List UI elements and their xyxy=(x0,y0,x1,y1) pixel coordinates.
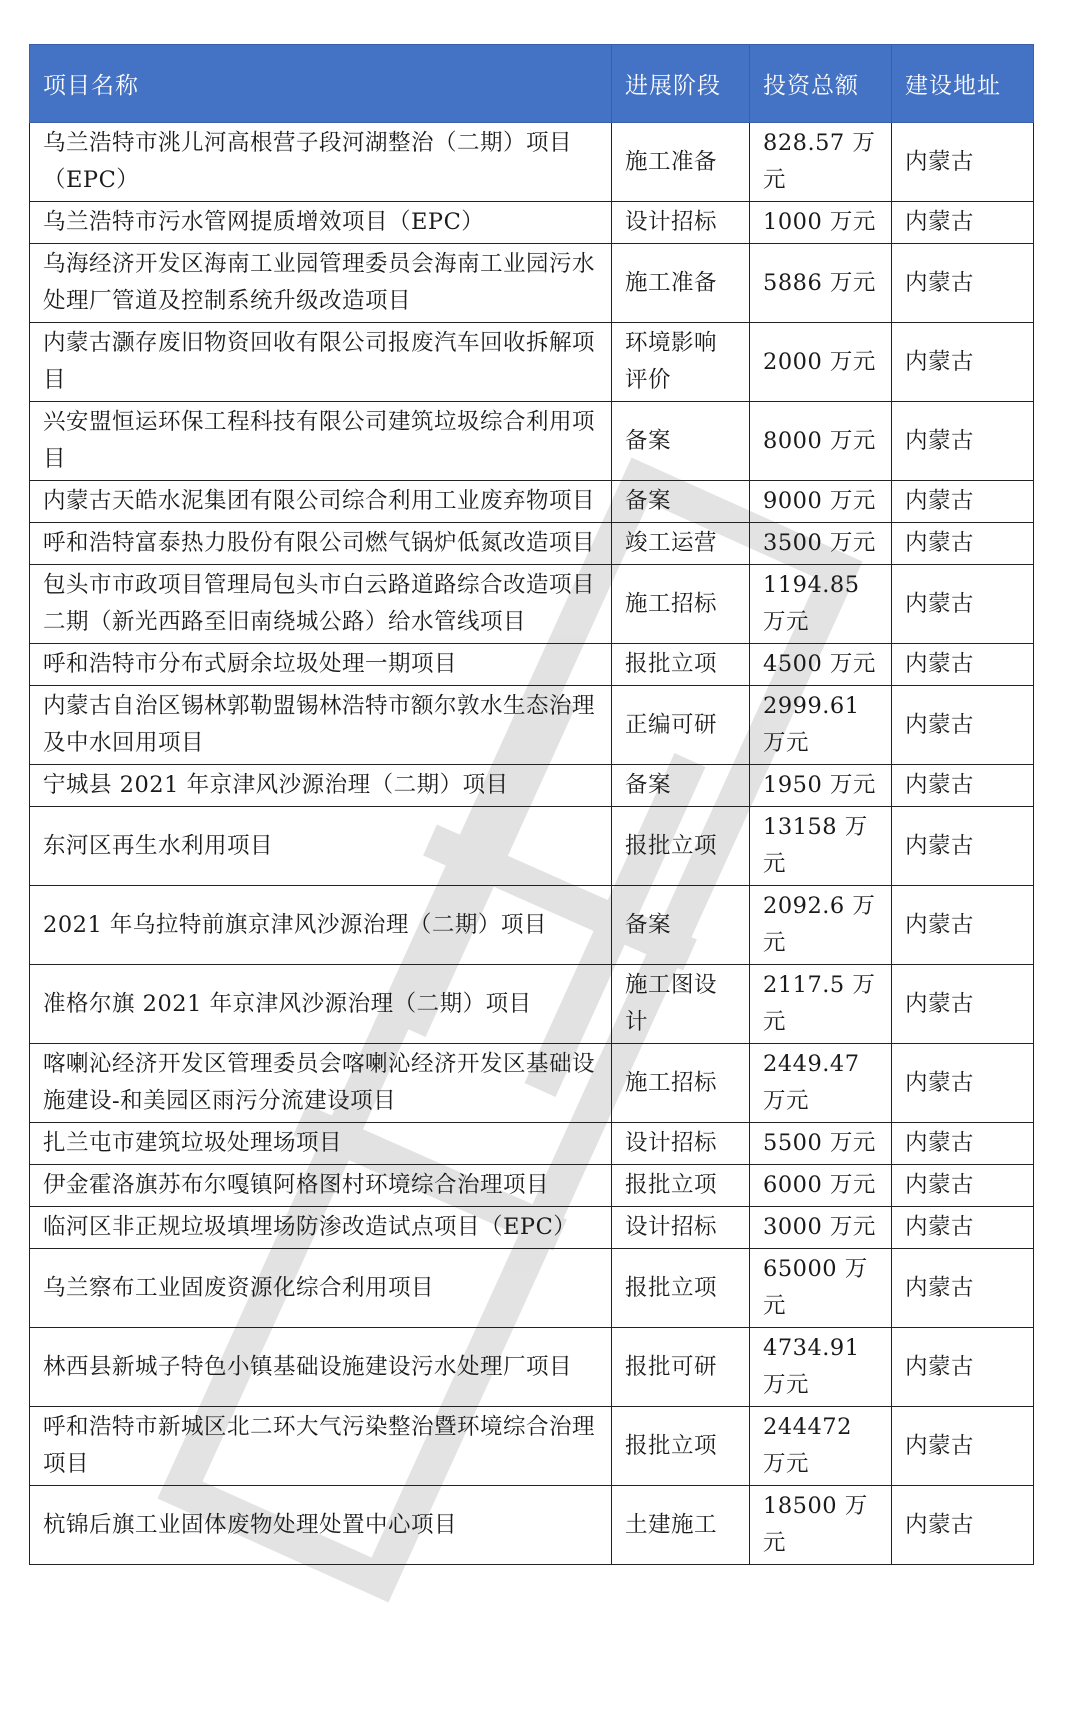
header-investment: 投资总额 xyxy=(750,45,892,123)
stage-cell: 环境影响评价 xyxy=(612,323,750,402)
project-name-cell: 兴安盟恒运环保工程科技有限公司建筑垃圾综合利用项目 xyxy=(30,402,612,481)
table-row xyxy=(30,965,1034,1044)
location-cell: 内蒙古 xyxy=(892,123,1034,202)
location-cell: 内蒙古 xyxy=(892,523,1034,565)
table-row xyxy=(30,1249,1034,1328)
table-row xyxy=(30,123,1034,202)
location-cell: 内蒙古 xyxy=(892,1407,1034,1486)
table-row xyxy=(30,523,1034,565)
stage-cell: 施工图设计 xyxy=(612,965,750,1044)
project-name-cell: 包头市市政项目管理局包头市白云路道路综合改造项目二期（新光西路至旧南绕城公路）给水管线项目 xyxy=(30,565,612,644)
location-cell: 内蒙古 xyxy=(892,1207,1034,1249)
project-name-cell: 乌兰察布工业固废资源化综合利用项目 xyxy=(30,1249,612,1328)
table-row xyxy=(30,565,1034,644)
stage-cell: 设计招标 xyxy=(612,1207,750,1249)
investment-cell: 4734.91 万元 xyxy=(750,1328,892,1407)
location-cell: 内蒙古 xyxy=(892,202,1034,244)
investment-cell: 2449.47 万元 xyxy=(750,1044,892,1123)
project-name-cell: 2021 年乌拉特前旗京津风沙源治理（二期）项目 xyxy=(30,886,612,965)
location-cell: 内蒙古 xyxy=(892,565,1034,644)
stage-cell: 施工准备 xyxy=(612,123,750,202)
table-row xyxy=(30,1044,1034,1123)
table-row xyxy=(30,202,1034,244)
investment-cell: 1000 万元 xyxy=(750,202,892,244)
project-name-cell: 临河区非正规垃圾填埋场防渗改造试点项目（EPC） xyxy=(30,1207,612,1249)
investment-cell: 828.57 万元 xyxy=(750,123,892,202)
location-cell: 内蒙古 xyxy=(892,686,1034,765)
investment-cell: 13158 万元 xyxy=(750,807,892,886)
stage-cell: 设计招标 xyxy=(612,202,750,244)
investment-cell: 9000 万元 xyxy=(750,481,892,523)
location-cell: 内蒙古 xyxy=(892,765,1034,807)
project-table-container xyxy=(29,44,1033,1565)
location-cell: 内蒙古 xyxy=(892,1123,1034,1165)
table-row xyxy=(30,1123,1034,1165)
table-row xyxy=(30,1407,1034,1486)
location-cell: 内蒙古 xyxy=(892,481,1034,523)
stage-cell: 土建施工 xyxy=(612,1486,750,1565)
stage-cell: 报批可研 xyxy=(612,1328,750,1407)
location-cell: 内蒙古 xyxy=(892,402,1034,481)
location-cell: 内蒙古 xyxy=(892,1165,1034,1207)
investment-cell: 5500 万元 xyxy=(750,1123,892,1165)
table-row xyxy=(30,807,1034,886)
project-name-cell: 乌兰浩特市污水管网提质增效项目（EPC） xyxy=(30,202,612,244)
investment-cell: 1950 万元 xyxy=(750,765,892,807)
stage-cell: 报批立项 xyxy=(612,644,750,686)
investment-cell: 18500 万元 xyxy=(750,1486,892,1565)
table-row xyxy=(30,1328,1034,1407)
project-name-cell: 内蒙古自治区锡林郭勒盟锡林浩特市额尔敦水生态治理及中水回用项目 xyxy=(30,686,612,765)
stage-cell: 报批立项 xyxy=(612,1249,750,1328)
investment-cell: 4500 万元 xyxy=(750,644,892,686)
location-cell: 内蒙古 xyxy=(892,323,1034,402)
stage-cell: 施工招标 xyxy=(612,1044,750,1123)
project-name-cell: 宁城县 2021 年京津风沙源治理（二期）项目 xyxy=(30,765,612,807)
investment-cell: 244472 万元 xyxy=(750,1407,892,1486)
location-cell: 内蒙古 xyxy=(892,1328,1034,1407)
stage-cell: 报批立项 xyxy=(612,1407,750,1486)
investment-cell: 5886 万元 xyxy=(750,244,892,323)
stage-cell: 备案 xyxy=(612,481,750,523)
stage-cell: 报批立项 xyxy=(612,1165,750,1207)
table-row xyxy=(30,402,1034,481)
project-name-cell: 呼和浩特市新城区北二环大气污染整治暨环境综合治理项目 xyxy=(30,1407,612,1486)
table-row xyxy=(30,323,1034,402)
project-name-cell: 呼和浩特市分布式厨余垃圾处理一期项目 xyxy=(30,644,612,686)
project-name-cell: 乌海经济开发区海南工业园管理委员会海南工业园污水处理厂管道及控制系统升级改造项目 xyxy=(30,244,612,323)
project-table xyxy=(29,44,1034,1565)
location-cell: 内蒙古 xyxy=(892,244,1034,323)
table-row xyxy=(30,644,1034,686)
table-row xyxy=(30,886,1034,965)
project-name-cell: 呼和浩特富泰热力股份有限公司燃气锅炉低氮改造项目 xyxy=(30,523,612,565)
stage-cell: 正编可研 xyxy=(612,686,750,765)
stage-cell: 报批立项 xyxy=(612,807,750,886)
table-row xyxy=(30,244,1034,323)
project-name-cell: 乌兰浩特市洮儿河高根营子段河湖整治（二期）项目（EPC） xyxy=(30,123,612,202)
location-cell: 内蒙古 xyxy=(892,886,1034,965)
location-cell: 内蒙古 xyxy=(892,1249,1034,1328)
investment-cell: 3000 万元 xyxy=(750,1207,892,1249)
location-cell: 内蒙古 xyxy=(892,1044,1034,1123)
header-project-name: 项目名称 xyxy=(30,45,612,123)
table-row xyxy=(30,765,1034,807)
location-cell: 内蒙古 xyxy=(892,644,1034,686)
location-cell: 内蒙古 xyxy=(892,807,1034,886)
stage-cell: 竣工运营 xyxy=(612,523,750,565)
project-name-cell: 林西县新城子特色小镇基础设施建设污水处理厂项目 xyxy=(30,1328,612,1407)
stage-cell: 备案 xyxy=(612,765,750,807)
table-header-row xyxy=(30,45,1034,123)
investment-cell: 6000 万元 xyxy=(750,1165,892,1207)
project-name-cell: 伊金霍洛旗苏布尔嘎镇阿格图村环境综合治理项目 xyxy=(30,1165,612,1207)
location-cell: 内蒙古 xyxy=(892,965,1034,1044)
stage-cell: 施工准备 xyxy=(612,244,750,323)
header-location: 建设地址 xyxy=(892,45,1034,123)
table-row xyxy=(30,1486,1034,1565)
project-name-cell: 喀喇沁经济开发区管理委员会喀喇沁经济开发区基础设施建设-和美园区雨污分流建设项目 xyxy=(30,1044,612,1123)
project-name-cell: 杭锦后旗工业固体废物处理处置中心项目 xyxy=(30,1486,612,1565)
investment-cell: 2092.6 万元 xyxy=(750,886,892,965)
location-cell: 内蒙古 xyxy=(892,1486,1034,1565)
investment-cell: 2999.61 万元 xyxy=(750,686,892,765)
project-name-cell: 内蒙古天皓水泥集团有限公司综合利用工业废弃物项目 xyxy=(30,481,612,523)
investment-cell: 2000 万元 xyxy=(750,323,892,402)
project-name-cell: 内蒙古灏存废旧物资回收有限公司报废汽车回收拆解项目 xyxy=(30,323,612,402)
stage-cell: 施工招标 xyxy=(612,565,750,644)
table-row xyxy=(30,1207,1034,1249)
project-name-cell: 准格尔旗 2021 年京津风沙源治理（二期）项目 xyxy=(30,965,612,1044)
investment-cell: 1194.85 万元 xyxy=(750,565,892,644)
table-row xyxy=(30,686,1034,765)
project-name-cell: 东河区再生水利用项目 xyxy=(30,807,612,886)
project-name-cell: 扎兰屯市建筑垃圾处理场项目 xyxy=(30,1123,612,1165)
header-stage: 进展阶段 xyxy=(612,45,750,123)
stage-cell: 设计招标 xyxy=(612,1123,750,1165)
investment-cell: 65000 万元 xyxy=(750,1249,892,1328)
investment-cell: 3500 万元 xyxy=(750,523,892,565)
stage-cell: 备案 xyxy=(612,886,750,965)
stage-cell: 备案 xyxy=(612,402,750,481)
investment-cell: 8000 万元 xyxy=(750,402,892,481)
investment-cell: 2117.5 万元 xyxy=(750,965,892,1044)
table-body xyxy=(30,123,1034,1565)
table-row xyxy=(30,481,1034,523)
table-row xyxy=(30,1165,1034,1207)
